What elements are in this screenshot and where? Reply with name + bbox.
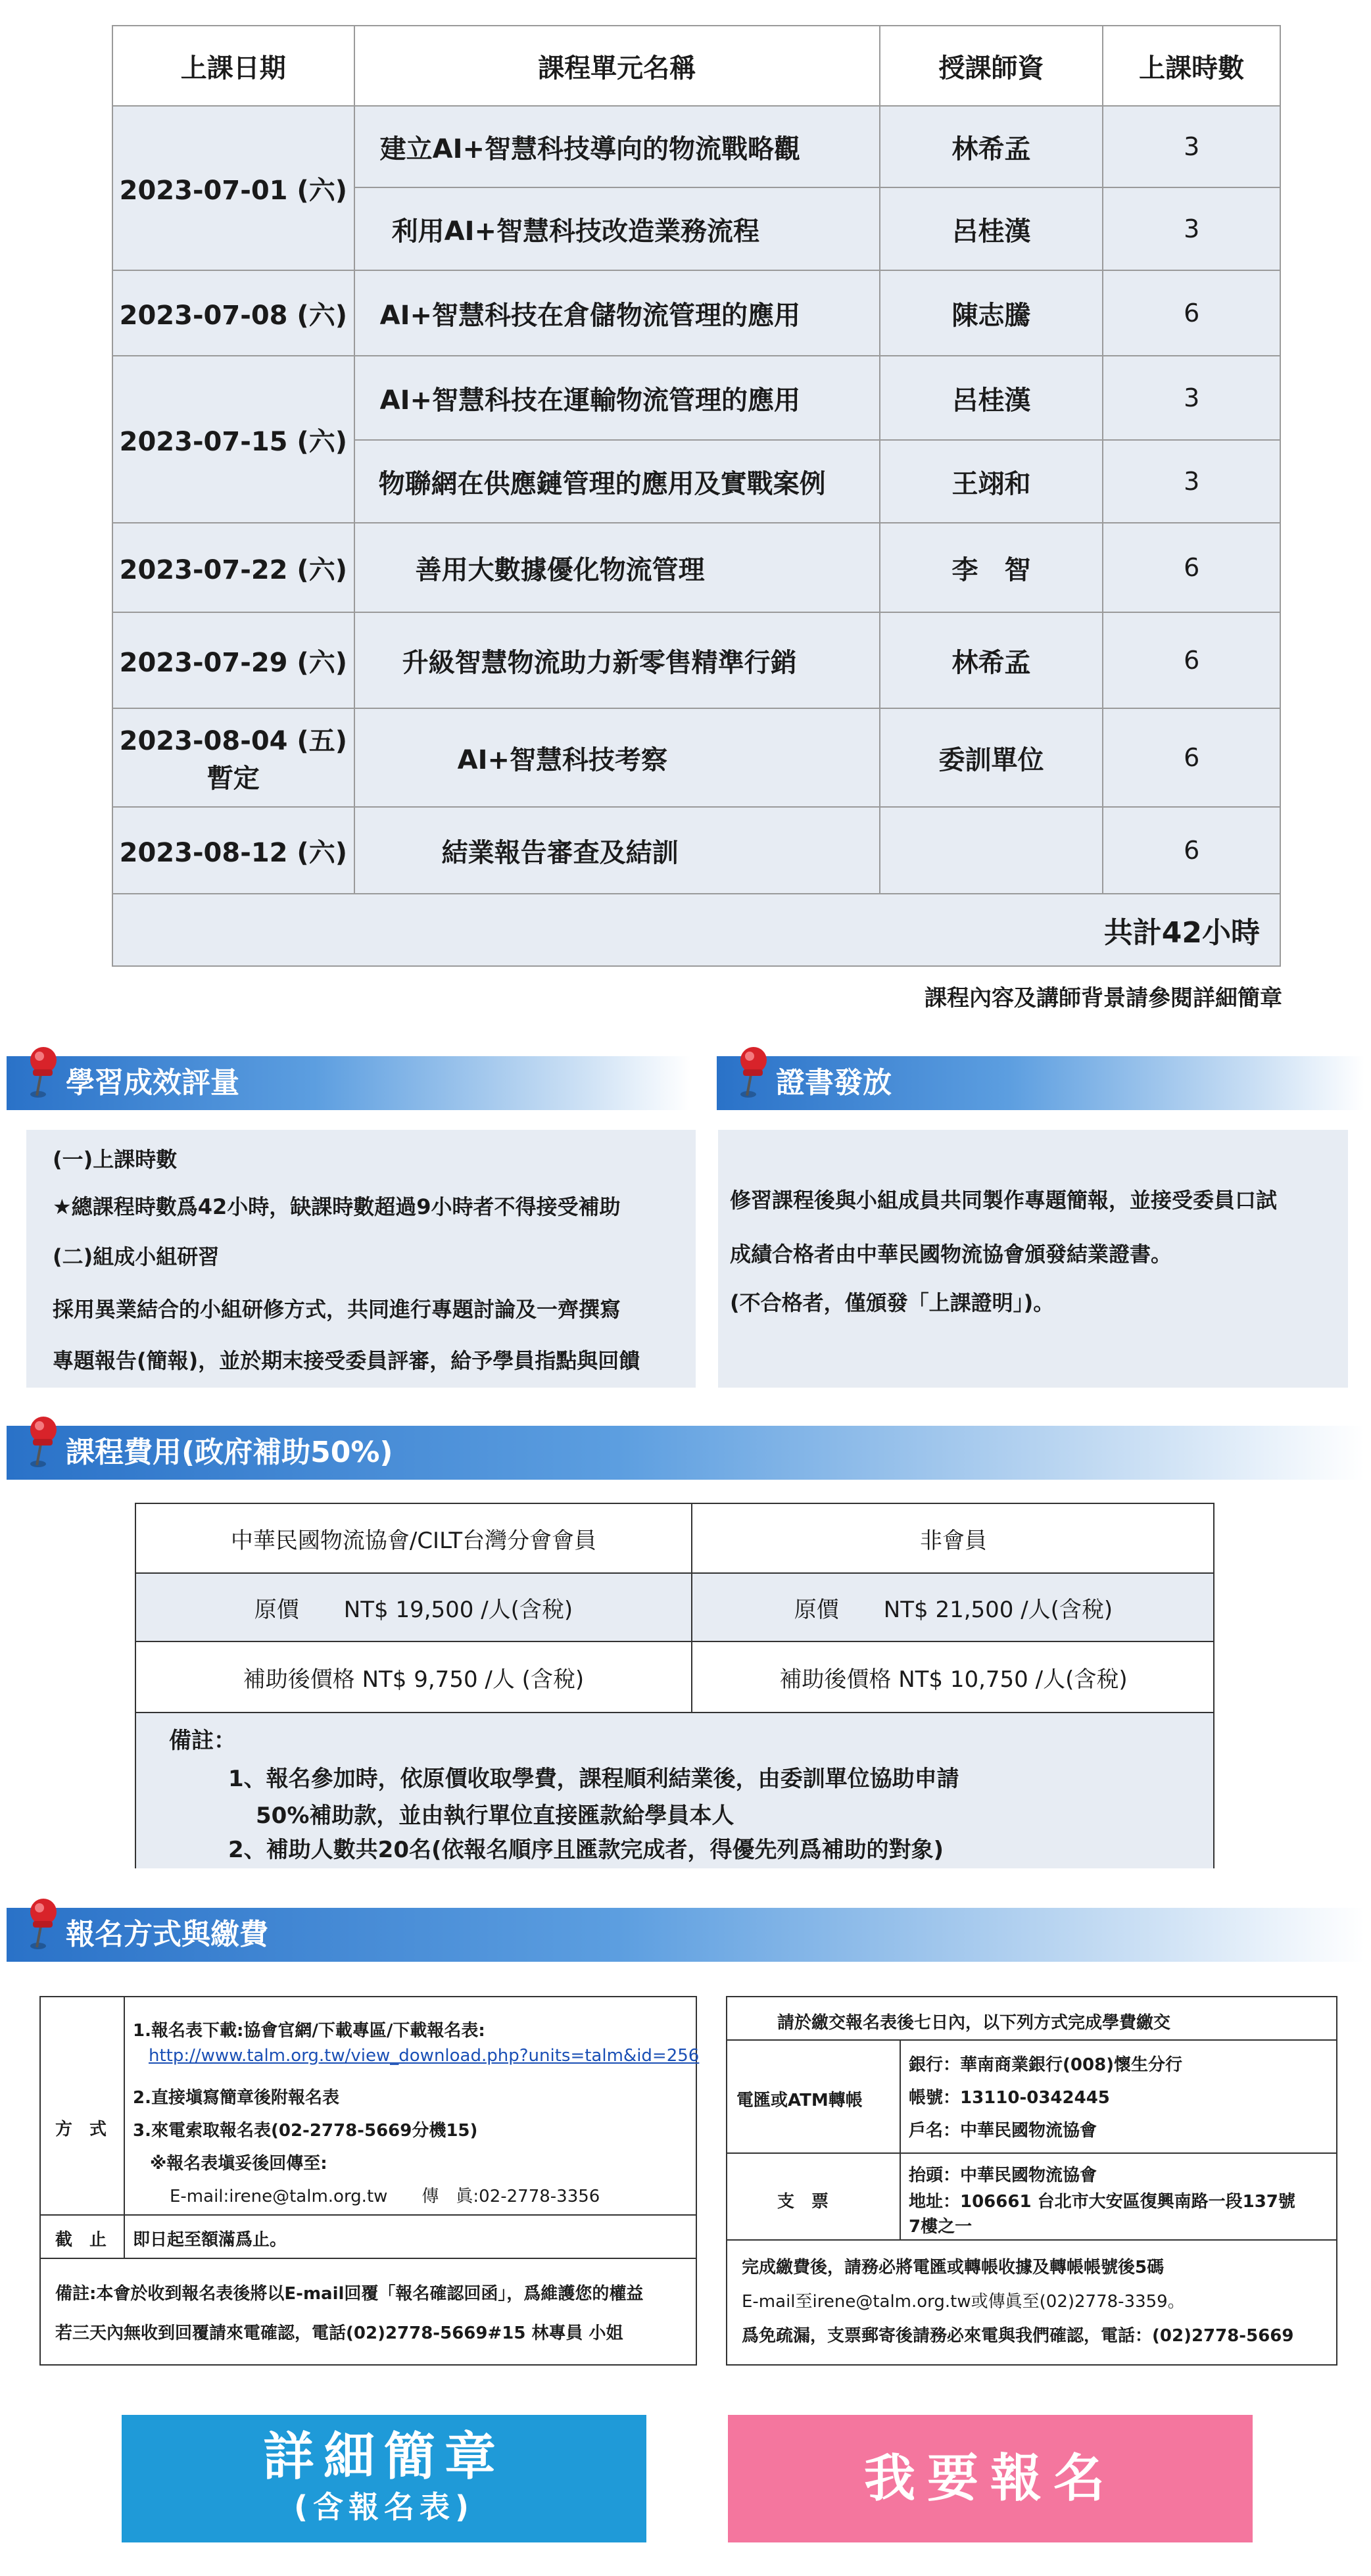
payment-header: 請於繳交報名表後七日內，以下列方式完成學費繳交	[777, 2013, 1171, 2033]
member-header: 中華民國物流協會/CILT台灣分會會員	[136, 1504, 692, 1572]
payment-after: 爲免疏漏，支票郵寄後請務必來電與我們確認，電話：(02)2778-5669	[742, 2326, 1294, 2346]
row-date-note: 暫定	[206, 764, 260, 794]
section-title: 證書發放	[776, 1066, 892, 1100]
nonmember-header: 非會員	[920, 1527, 987, 1554]
pushpin-icon	[731, 1043, 771, 1100]
certificate-line: (不合格者，僅頒發「上課證明」)。	[730, 1290, 1055, 1315]
row-teacher: 陳志騰	[880, 270, 1103, 356]
cheque-address: 地址：106661 台北市大安區復興南路一段137號	[909, 2192, 1295, 2212]
evaluation-line: 專題報告(簡報)，並於期末接受委員評審，給予學員指點與回饋	[53, 1348, 640, 1373]
row-unit: 結業報告審查及結訓	[354, 807, 880, 894]
section-title: 報名方式與繳費	[66, 1918, 268, 1951]
row-unit: AI+智慧科技考察	[354, 708, 880, 807]
row-teacher: 林希孟	[880, 106, 1103, 187]
row-unit: 利用AI+智慧科技改造業務流程	[354, 187, 880, 270]
evaluation-line: (一)上課時數	[53, 1147, 178, 1172]
nonmember-original-price: 原價 NT$ 21,500 /人(含稅)	[794, 1596, 1113, 1623]
schedule-table	[112, 25, 1281, 967]
row-hours: 6	[1103, 708, 1280, 807]
row-unit: 建立AI+智慧科技導向的物流戰略觀	[354, 106, 880, 187]
cheque-label: 支 票	[777, 2192, 829, 2212]
register-button[interactable]	[728, 2415, 1253, 2542]
section-header-fees	[7, 1426, 1364, 1480]
row-hours: 6	[1103, 523, 1280, 612]
row-hours: 3	[1103, 440, 1280, 523]
header-hours: 上課時數	[1103, 26, 1280, 106]
table-row	[112, 807, 1280, 894]
row-teacher: 林希孟	[880, 612, 1103, 708]
row-teacher: 呂桂漢	[880, 187, 1103, 270]
row-date: 2023-08-12 (六)	[112, 807, 354, 894]
header-unit: 課程單元名稱	[354, 26, 880, 106]
row-hours: 3	[1103, 106, 1280, 187]
row-unit: AI+智慧科技在倉儲物流管理的應用	[354, 270, 880, 356]
row-teacher: 李 智	[880, 523, 1103, 612]
cheque-payee: 抬頭：中華民國物流協會	[909, 2166, 1097, 2185]
brochure-button[interactable]	[122, 2415, 646, 2542]
row-unit: 善用大數據優化物流管理	[354, 523, 880, 612]
section-header-certificate	[717, 1056, 1364, 1110]
row-hours: 3	[1103, 356, 1280, 440]
row-hours: 6	[1103, 270, 1280, 356]
row-teacher: 呂桂漢	[880, 356, 1103, 440]
row-hours: 6	[1103, 807, 1280, 894]
method-contact: E-mail:irene@talm.org.tw 傳 眞:02-2778-3356	[170, 2187, 600, 2206]
transfer-label: 電匯或ATM轉帳	[736, 2091, 863, 2110]
table-row	[112, 356, 1280, 440]
fee-notes	[136, 1713, 1213, 1868]
cheque-address: 7樓之一	[909, 2217, 973, 2237]
method-line: 1.報名表下載:協會官網/下載專區/下載報名表:	[133, 2021, 485, 2041]
register-label: 我要報名	[863, 2449, 1117, 2508]
table-total-row	[112, 894, 1280, 966]
row-unit: 物聯網在供應鏈管理的應用及實戰案例	[354, 440, 880, 523]
table-row	[112, 523, 1280, 612]
schedule-note: 課程內容及講師背景請參閱詳細簡章	[925, 985, 1282, 1011]
account-name: 戶名：中華民國物流協會	[909, 2121, 1097, 2141]
total-hours: 共計42小時	[112, 894, 1280, 966]
brochure-sub-label: (含報名表)	[293, 2489, 475, 2525]
evaluation-line: (二)組成小組研習	[53, 1244, 220, 1269]
section-header-evaluation	[7, 1056, 690, 1110]
row-date	[112, 708, 354, 807]
evaluation-line: ★總課程時數爲42小時，缺課時數超過9小時者不得接受補助	[53, 1194, 621, 1219]
fee-note: 50%補助款，並由執行單位直接匯款給學員本人	[256, 1803, 734, 1829]
certificate-box	[718, 1130, 1348, 1388]
pushpin-icon	[21, 1895, 60, 1951]
header-teacher: 授課師資	[880, 26, 1103, 106]
row-hours: 3	[1103, 187, 1280, 270]
section-header-registration	[7, 1908, 1364, 1962]
method-line: ※報名表塡妥後回傳至:	[150, 2154, 327, 2174]
row-date-text: 2023-08-04 (五)	[119, 726, 347, 756]
header-date: 上課日期	[112, 26, 354, 106]
evaluation-box	[26, 1130, 696, 1388]
row-teacher: 王翊和	[880, 440, 1103, 523]
certificate-line: 修習課程後與小組成員共同製作專題簡報，並接受委員口試	[730, 1188, 1278, 1213]
pushpin-icon	[21, 1043, 60, 1100]
member-subsidized-price: 補助後價格 NT$ 9,750 /人 (含稅)	[136, 1642, 692, 1712]
row-date: 2023-07-22 (六)	[112, 523, 354, 612]
deadline-text: 即日起至額滿爲止。	[133, 2230, 287, 2250]
member-original-price: 原價 NT$ 19,500 /人(含稅)	[136, 1574, 692, 1641]
pushpin-icon	[21, 1413, 60, 1469]
section-title: 學習成效評量	[66, 1066, 239, 1100]
registration-remark: 備註:本會於收到報名表後將以E-mail回覆「報名確認回函」，爲維護您的權益	[55, 2284, 644, 2304]
section-title: 課程費用(政府補助50%)	[66, 1436, 393, 1469]
payment-after: E-mail至irene@talm.org.tw或傳眞至(02)2778-3359。	[742, 2292, 1185, 2312]
row-date: 2023-07-29 (六)	[112, 612, 354, 708]
registration-method-table	[39, 1996, 700, 2366]
nonmember-subsidized-price: 補助後價格 NT$ 10,750 /人(含稅)	[779, 1666, 1128, 1693]
fee-header-row	[136, 1504, 1213, 1574]
table-row	[112, 106, 1280, 187]
row-date: 2023-07-15 (六)	[112, 356, 354, 523]
fee-table	[135, 1503, 1215, 1868]
row-unit: 升級智慧物流助力新零售精準行銷	[354, 612, 880, 708]
row-unit: AI+智慧科技在運輸物流管理的應用	[354, 356, 880, 440]
evaluation-line: 採用異業結合的小組研修方式，共同進行專題討論及一齊撰寫	[53, 1297, 621, 1322]
table-row	[112, 612, 1280, 708]
download-link[interactable]: http://www.talm.org.tw/view_download.php?units=talm&id=256	[149, 2046, 700, 2066]
fee-original-row	[136, 1574, 1213, 1642]
table-row	[112, 708, 1280, 807]
table-header-row	[112, 26, 1280, 106]
fee-notes-label: 備註：	[169, 1728, 236, 1754]
fee-subsidized-row	[136, 1642, 1213, 1713]
fee-note: 2、補助人數共20名(依報名順序且匯款完成者，得優先列爲補助的對象)	[228, 1837, 944, 1863]
row-teacher	[880, 807, 1103, 894]
row-hours: 6	[1103, 612, 1280, 708]
bank-account: 帳號：13110-0342445	[909, 2088, 1110, 2108]
method-line: 2.直接塡寫簡章後附報名表	[133, 2088, 339, 2108]
payment-after: 完成繳費後，請務必將電匯或轉帳收據及轉帳帳號後5碼	[742, 2258, 1165, 2277]
bank-name: 銀行：華南商業銀行(008)懷生分行	[909, 2055, 1183, 2075]
registration-remark: 若三天內無收到回覆請來電確認，電話(02)2778-5669#15 林專員 小姐	[55, 2323, 623, 2343]
method-line: 3.來電索取報名表(02-2778-5669分機15)	[133, 2121, 478, 2141]
table-row	[112, 270, 1280, 356]
row-teacher: 委訓單位	[880, 708, 1103, 807]
payment-table	[726, 1996, 1337, 2366]
method-label: 方 式	[55, 2120, 107, 2139]
brochure-label: 詳細簡章	[262, 2427, 505, 2487]
row-date: 2023-07-01 (六)	[112, 106, 354, 270]
row-date: 2023-07-08 (六)	[112, 270, 354, 356]
certificate-line: 成績合格者由中華民國物流協會頒發結業證書。	[730, 1242, 1172, 1267]
deadline-label: 截 止	[55, 2230, 107, 2250]
fee-note: 1、報名參加時，依原價收取學費，課程順利結業後，由委訓單位協助申請	[228, 1766, 959, 1792]
